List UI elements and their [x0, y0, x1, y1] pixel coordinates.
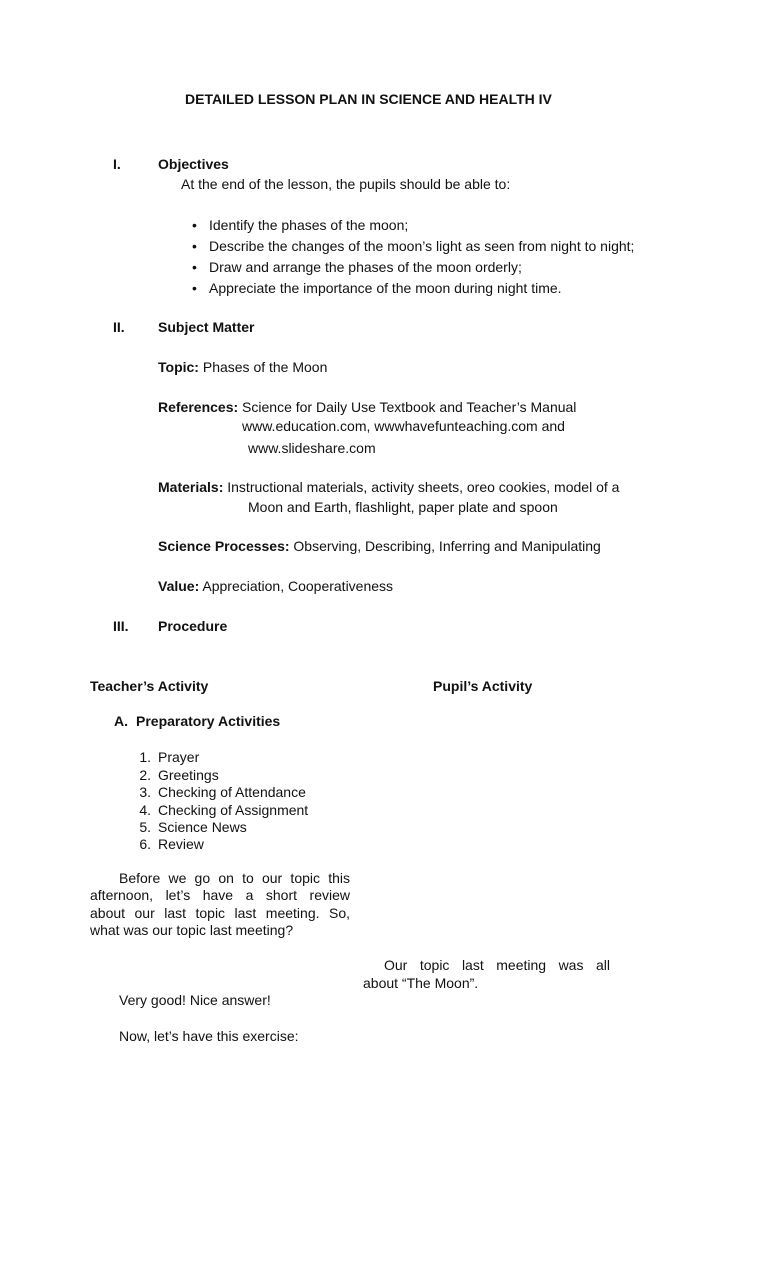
pupil-answer-line: Our topic last meeting was all — [384, 957, 610, 973]
list-text: Checking of Assignment — [158, 802, 309, 818]
references-line — [158, 399, 576, 416]
science-processes-label: Science Processes: — [158, 538, 290, 554]
objective-text: Appreciate the importance of the moon during night time. — [209, 280, 562, 296]
list-text: Checking of Attendance — [158, 784, 306, 800]
references-value: Science for Daily Use Textbook and Teacher’s Manual — [242, 399, 577, 415]
value-value: Appreciation, Cooperativeness — [202, 578, 394, 594]
teacher-praise: Very good! Nice answer! — [119, 992, 271, 1008]
list-number: 2. — [139, 767, 151, 783]
pupil-activity-header: Pupil’s Activity — [433, 678, 533, 694]
materials-label: Materials: — [158, 479, 224, 495]
objective-bullet-item — [192, 238, 634, 255]
subject-matter-heading: Subject Matter — [158, 319, 255, 335]
list-number: 1. — [139, 749, 151, 765]
teacher-review-line: what was our topic last meeting? — [90, 922, 294, 938]
list-number: 5. — [139, 819, 151, 835]
section-numeral-subject-matter: II. — [113, 319, 125, 335]
objectives-intro: At the end of the lesson, the pupils should be able to: — [181, 176, 511, 192]
science-processes-line — [158, 538, 601, 555]
topic-value: Phases of the Moon — [202, 359, 328, 375]
teacher-exercise-prompt: Now, let’s have this exercise: — [119, 1028, 299, 1044]
document-title: DETAILED LESSON PLAN IN SCIENCE AND HEALTH IV — [185, 91, 552, 107]
preparatory-heading: Preparatory Activities — [136, 713, 281, 729]
references-continuation: www.education.com, wwwhavefunteaching.com and — [242, 418, 565, 434]
teacher-review-line: afternoon, let’s have a short review — [90, 887, 350, 903]
materials-continuation: Moon and Earth, flashlight, paper plate and spoon — [248, 499, 558, 515]
section-numeral-procedure: III. — [113, 618, 129, 634]
teacher-review-line: about our last topic last meeting. So, — [90, 905, 350, 921]
preparatory-letter: A. — [114, 713, 128, 729]
references-continuation: www.slideshare.com — [248, 440, 376, 456]
list-number: 4. — [139, 802, 151, 818]
procedure-heading: Procedure — [158, 618, 228, 634]
value-label: Value: — [158, 578, 200, 594]
teacher-activity-header: Teacher’s Activity — [90, 678, 209, 694]
objective-text: Describe the changes of the moon’s light as seen from night to night; — [209, 238, 635, 254]
objective-text: Identify the phases of the moon; — [209, 217, 409, 233]
list-number: 3. — [139, 784, 151, 800]
list-text: Review — [158, 836, 204, 852]
science-processes-value: Observing, Describing, Inferring and Manipulating — [293, 538, 601, 554]
pupil-answer-line: about “The Moon”. — [363, 975, 479, 991]
list-text: Science News — [158, 819, 247, 835]
objective-text: Draw and arrange the phases of the moon orderly; — [209, 259, 522, 275]
list-text: Greetings — [158, 767, 219, 783]
section-numeral-objectives: I. — [113, 156, 121, 172]
objective-bullet-item — [192, 217, 408, 234]
references-label: References: — [158, 399, 239, 415]
topic-label: Topic: — [158, 359, 199, 375]
materials-line — [158, 479, 619, 496]
list-number: 6. — [139, 836, 151, 852]
value-line — [158, 578, 393, 595]
list-text: Prayer — [158, 749, 200, 765]
objectives-heading: Objectives — [158, 156, 229, 172]
teacher-review-line: Before we go on to our topic this — [119, 870, 350, 886]
topic-line — [158, 359, 327, 376]
materials-value: Instructional materials, activity sheets, oreo cookies, model of a — [227, 479, 620, 495]
objective-bullet-item — [192, 259, 522, 276]
objective-bullet-item — [192, 280, 562, 297]
